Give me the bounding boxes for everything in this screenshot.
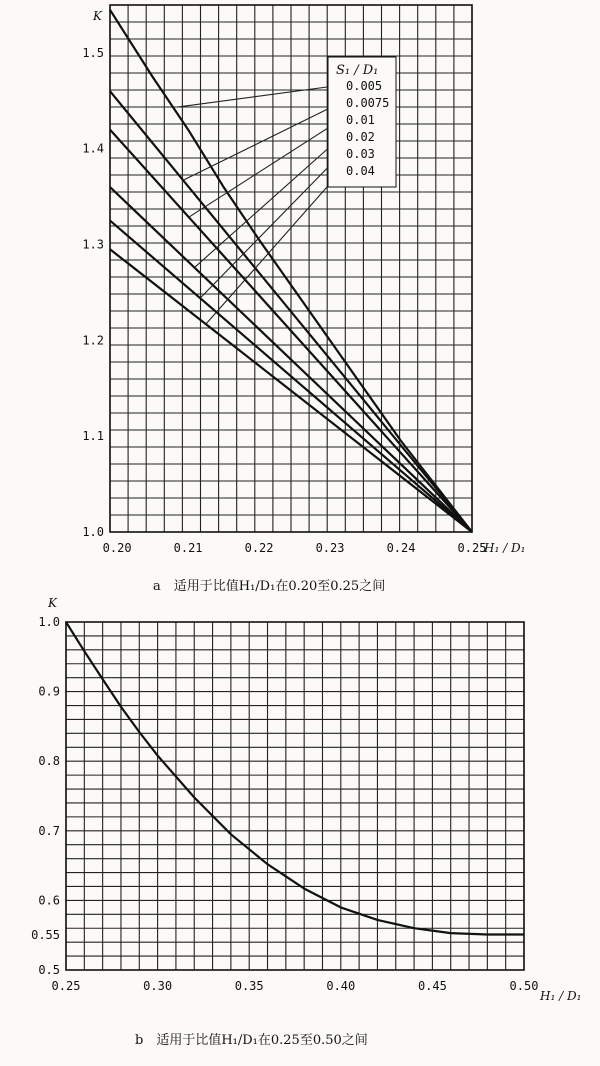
- y-tick-label: 1.2: [82, 333, 104, 348]
- chart-a-caption: a 适用于比值H₁/D₁在0.20至0.25之间: [153, 579, 386, 594]
- y-tick-label: 0.9: [38, 684, 60, 699]
- chart-a-ticks: [82, 46, 486, 555]
- chart-b-grid: [66, 622, 524, 970]
- legend-leader-line: [177, 85, 342, 107]
- y-tick-label: 1.0: [82, 525, 104, 539]
- x-tick-label: 0.24: [386, 541, 416, 555]
- y-tick-label: 0.7: [38, 823, 60, 838]
- chart-b-ylabel: K: [48, 596, 57, 610]
- y-tick-label: 1.1: [82, 429, 104, 444]
- legend-item: 0.03: [346, 147, 375, 161]
- y-tick-label: 1.4: [82, 141, 104, 156]
- chart-a-legend: [328, 57, 396, 187]
- legend-item: 0.0075: [346, 96, 390, 110]
- x-tick-label: 0.40: [326, 979, 356, 993]
- x-tick-label: 0.35: [234, 979, 264, 993]
- x-tick-label: 0.22: [244, 541, 274, 555]
- y-tick-label: 0.8: [38, 754, 60, 769]
- y-tick-label: 1.5: [82, 45, 104, 60]
- chart-a-xlabel: H₁ / D₁: [484, 541, 526, 555]
- x-tick-label: 0.25: [457, 541, 487, 555]
- x-tick-label: 0.21: [173, 541, 203, 555]
- chart-b-ticks: [31, 615, 538, 993]
- x-tick-label: 0.25: [51, 979, 81, 993]
- x-tick-label: 0.50: [509, 979, 539, 993]
- chart-b: [31, 596, 581, 1048]
- legend-item: 0.01: [346, 113, 375, 127]
- chart-a-ylabel: K: [93, 9, 102, 23]
- legend-item: 0.005: [346, 79, 383, 93]
- y-tick-label: 0.55: [31, 928, 60, 943]
- chart-b-series: [66, 622, 524, 935]
- x-tick-label: 0.23: [315, 541, 345, 555]
- y-tick-label: 1.3: [82, 237, 104, 252]
- y-tick-label: 0.6: [38, 893, 60, 908]
- y-tick-label: 1.0: [38, 615, 60, 629]
- x-tick-label: 0.30: [143, 979, 173, 993]
- series-line-0: [66, 622, 524, 935]
- chart-a: [82, 5, 525, 594]
- chart-b-caption: b 适用于比值H₁/D₁在0.25至0.50之间: [135, 1033, 368, 1048]
- chart-b-xlabel: H₁ / D₁: [540, 989, 582, 1003]
- legend-leader-line: [194, 136, 342, 268]
- x-tick-label: 0.20: [102, 541, 132, 555]
- y-tick-label: 0.5: [38, 963, 60, 977]
- x-tick-label: 0.45: [417, 979, 447, 993]
- legend-item: 0.02: [346, 130, 375, 144]
- legend-title: S₁ / D₁: [336, 63, 379, 78]
- legend-item: 0.04: [346, 164, 375, 178]
- plot-frame: [66, 622, 524, 970]
